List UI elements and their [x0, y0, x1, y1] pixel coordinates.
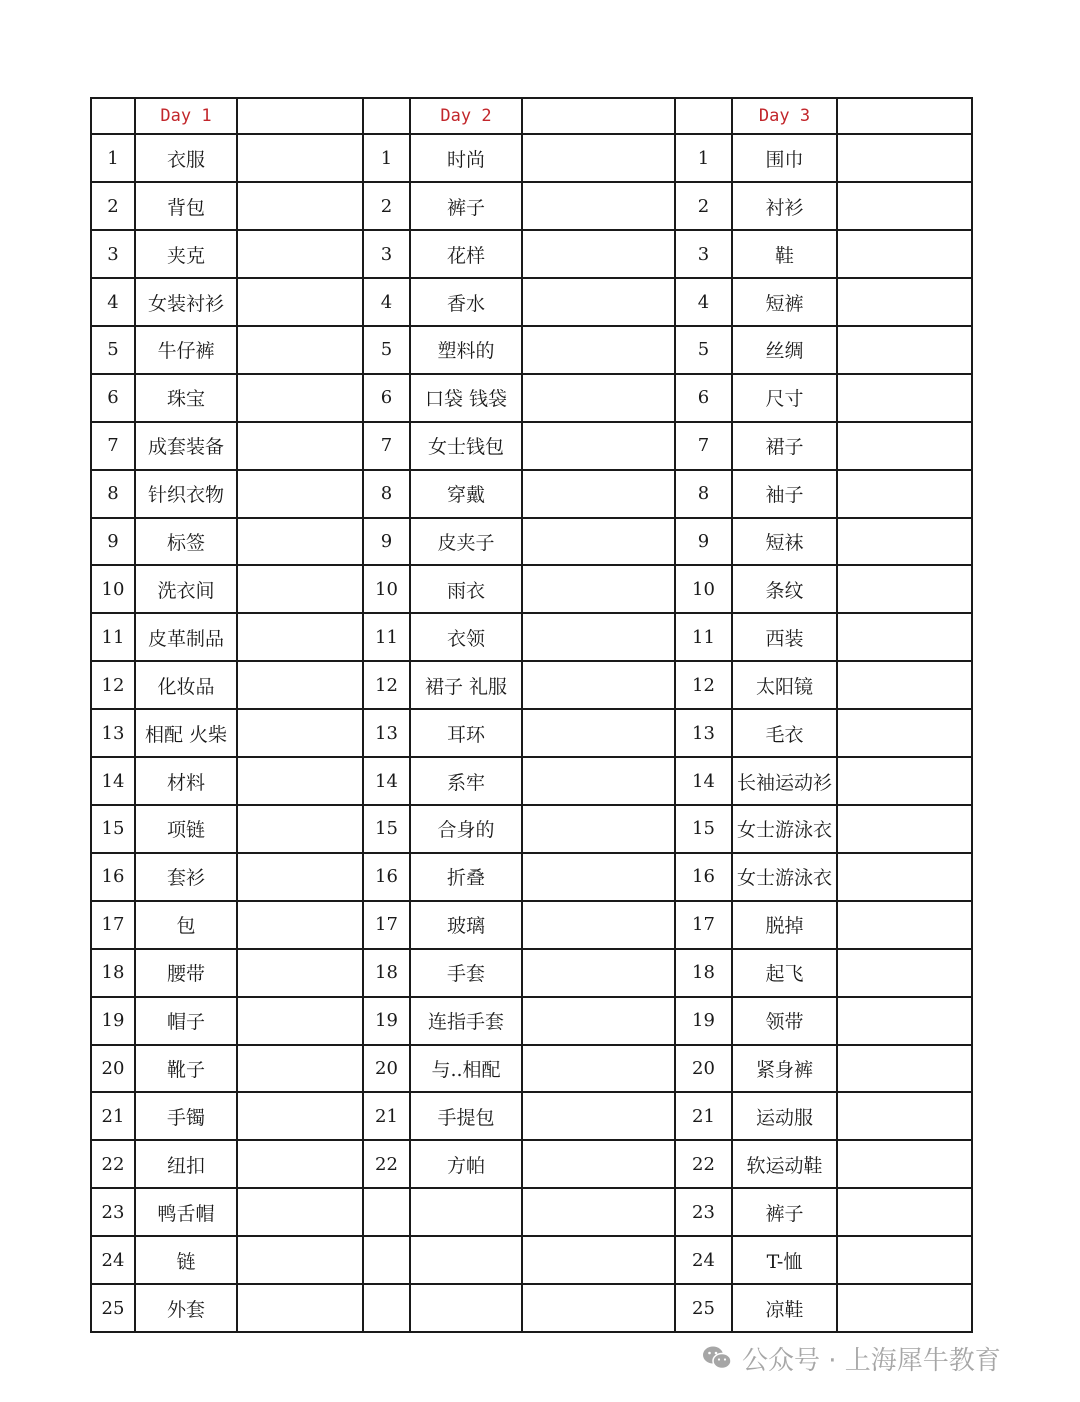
item-word: 短袜 — [732, 518, 837, 566]
item-number: 18 — [91, 949, 135, 997]
item-number: 3 — [363, 230, 410, 278]
item-number: 22 — [363, 1140, 410, 1188]
blank-cell — [237, 1092, 363, 1140]
item-number: 24 — [91, 1236, 135, 1284]
item-word: 连指手套 — [410, 997, 522, 1045]
item-number: 7 — [675, 422, 732, 470]
item-number: 21 — [91, 1092, 135, 1140]
blank-cell — [237, 278, 363, 326]
blank-cell — [522, 374, 675, 422]
blank-cell — [237, 997, 363, 1045]
blank-cell — [237, 565, 363, 613]
blank-cell — [837, 805, 972, 853]
item-number: 16 — [363, 853, 410, 901]
table-row — [91, 1188, 972, 1236]
blank-cell — [522, 518, 675, 566]
item-number: 6 — [91, 374, 135, 422]
blank-cell — [837, 1140, 972, 1188]
blank-cell — [837, 374, 972, 422]
item-number: 1 — [363, 134, 410, 182]
item-word: 领带 — [732, 997, 837, 1045]
item-word: 紧身裤 — [732, 1045, 837, 1093]
table-row — [91, 757, 972, 805]
blank-cell — [522, 422, 675, 470]
blank-cell — [522, 1284, 675, 1332]
day-header: Day 3 — [732, 98, 837, 134]
item-word: 脱掉 — [732, 901, 837, 949]
item-word: 材料 — [135, 757, 237, 805]
day-header: Day 2 — [410, 98, 522, 134]
blank-cell — [837, 470, 972, 518]
item-number: 8 — [363, 470, 410, 518]
item-word: 袖子 — [732, 470, 837, 518]
blank-cell — [522, 1045, 675, 1093]
item-word: 皮革制品 — [135, 613, 237, 661]
item-word: 运动服 — [732, 1092, 837, 1140]
table-row — [91, 949, 972, 997]
item-word: 口袋 钱袋 — [410, 374, 522, 422]
blank-cell — [237, 949, 363, 997]
item-number: 18 — [363, 949, 410, 997]
item-word: 外套 — [135, 1284, 237, 1332]
blank-cell — [837, 1188, 972, 1236]
header-spacer-cell — [675, 98, 732, 134]
item-word — [410, 1236, 522, 1284]
blank-cell — [837, 230, 972, 278]
blank-cell — [522, 613, 675, 661]
blank-cell — [237, 1140, 363, 1188]
table-row — [91, 997, 972, 1045]
item-number: 4 — [363, 278, 410, 326]
item-word: 裙子 礼服 — [410, 661, 522, 709]
item-number: 6 — [363, 374, 410, 422]
blank-cell — [237, 805, 363, 853]
item-word: 玻璃 — [410, 901, 522, 949]
blank-cell — [837, 757, 972, 805]
blank-cell — [837, 709, 972, 757]
day-header: Day 1 — [135, 98, 237, 134]
blank-cell — [237, 134, 363, 182]
item-word: 鞋 — [732, 230, 837, 278]
table-row — [91, 1045, 972, 1093]
item-word: 耳环 — [410, 709, 522, 757]
table-row — [91, 182, 972, 230]
blank-cell — [522, 278, 675, 326]
blank-cell — [837, 518, 972, 566]
item-word: 女士游泳衣 — [732, 805, 837, 853]
item-number: 15 — [675, 805, 732, 853]
item-number: 16 — [91, 853, 135, 901]
item-number: 20 — [91, 1045, 135, 1093]
blank-cell — [237, 422, 363, 470]
table-row — [91, 518, 972, 566]
item-number: 15 — [363, 805, 410, 853]
table-row — [91, 709, 972, 757]
item-number: 2 — [363, 182, 410, 230]
blank-cell — [522, 709, 675, 757]
item-number: 6 — [675, 374, 732, 422]
watermark — [702, 1340, 1001, 1376]
blank-cell — [522, 1092, 675, 1140]
vocab-table — [90, 97, 973, 1333]
item-word: 鸭舌帽 — [135, 1188, 237, 1236]
blank-cell — [237, 1284, 363, 1332]
blank-cell — [837, 1284, 972, 1332]
table-row — [91, 1140, 972, 1188]
blank-cell — [522, 997, 675, 1045]
blank-cell — [837, 1236, 972, 1284]
watermark-text: 公众号 · 上海犀牛教育 — [742, 1345, 1001, 1376]
item-word: 手镯 — [135, 1092, 237, 1140]
table-row — [91, 470, 972, 518]
blank-cell — [837, 1092, 972, 1140]
table-row — [91, 278, 972, 326]
blank-cell — [237, 518, 363, 566]
item-word: 包 — [135, 901, 237, 949]
item-word: 时尚 — [410, 134, 522, 182]
table-row — [91, 901, 972, 949]
table-row — [91, 1092, 972, 1140]
item-word: 条纹 — [732, 565, 837, 613]
blank-cell — [237, 470, 363, 518]
item-number: 5 — [363, 326, 410, 374]
item-number: 22 — [91, 1140, 135, 1188]
blank-cell — [237, 374, 363, 422]
table-row — [91, 565, 972, 613]
item-number: 11 — [91, 613, 135, 661]
item-word: 香水 — [410, 278, 522, 326]
blank-cell — [837, 901, 972, 949]
item-word: 与..相配 — [410, 1045, 522, 1093]
item-word: 裤子 — [732, 1188, 837, 1236]
table-row — [91, 1284, 972, 1332]
item-number: 19 — [91, 997, 135, 1045]
item-word: 女士游泳衣 — [732, 853, 837, 901]
item-number — [363, 1284, 410, 1332]
blank-cell — [237, 1045, 363, 1093]
blank-cell — [522, 230, 675, 278]
blank-cell — [522, 1236, 675, 1284]
item-word: 标签 — [135, 518, 237, 566]
item-number: 25 — [675, 1284, 732, 1332]
blank-cell — [837, 565, 972, 613]
blank-cell — [522, 470, 675, 518]
header-spacer-cell — [363, 98, 410, 134]
item-word: 项链 — [135, 805, 237, 853]
item-word: 牛仔裤 — [135, 326, 237, 374]
table-row — [91, 853, 972, 901]
item-number: 17 — [363, 901, 410, 949]
blank-cell — [522, 1140, 675, 1188]
blank-cell — [237, 230, 363, 278]
blank-cell — [522, 134, 675, 182]
item-number: 20 — [675, 1045, 732, 1093]
blank-cell — [522, 565, 675, 613]
item-word: 裤子 — [410, 182, 522, 230]
item-word: 珠宝 — [135, 374, 237, 422]
blank-cell — [522, 757, 675, 805]
blank-cell — [237, 853, 363, 901]
blank-cell — [522, 182, 675, 230]
table-row — [91, 661, 972, 709]
item-word: 穿戴 — [410, 470, 522, 518]
item-word: 折叠 — [410, 853, 522, 901]
blank-cell — [837, 98, 972, 134]
blank-cell — [837, 613, 972, 661]
item-word: 裙子 — [732, 422, 837, 470]
blank-cell — [237, 757, 363, 805]
item-word: 合身的 — [410, 805, 522, 853]
blank-cell — [837, 853, 972, 901]
blank-cell — [837, 1045, 972, 1093]
item-number: 3 — [91, 230, 135, 278]
table-row — [91, 230, 972, 278]
item-number: 1 — [675, 134, 732, 182]
item-word — [410, 1284, 522, 1332]
blank-cell — [522, 98, 675, 134]
item-word: 背包 — [135, 182, 237, 230]
blank-cell — [522, 326, 675, 374]
blank-cell — [237, 901, 363, 949]
item-word: 帽子 — [135, 997, 237, 1045]
item-number: 14 — [91, 757, 135, 805]
item-word: 皮夹子 — [410, 518, 522, 566]
item-number: 8 — [675, 470, 732, 518]
item-number: 19 — [675, 997, 732, 1045]
blank-cell — [237, 1188, 363, 1236]
blank-cell — [837, 326, 972, 374]
item-number: 25 — [91, 1284, 135, 1332]
item-number — [363, 1236, 410, 1284]
item-number: 13 — [675, 709, 732, 757]
item-word: 尺寸 — [732, 374, 837, 422]
item-word: 相配 火柴 — [135, 709, 237, 757]
item-number: 2 — [675, 182, 732, 230]
table-row — [91, 326, 972, 374]
item-number: 5 — [91, 326, 135, 374]
item-number: 21 — [363, 1092, 410, 1140]
item-word: 纽扣 — [135, 1140, 237, 1188]
item-word: 手套 — [410, 949, 522, 997]
item-number: 11 — [363, 613, 410, 661]
table-row — [91, 374, 972, 422]
item-number: 24 — [675, 1236, 732, 1284]
item-number: 11 — [675, 613, 732, 661]
blank-cell — [522, 661, 675, 709]
item-number: 17 — [675, 901, 732, 949]
item-word: 衣服 — [135, 134, 237, 182]
item-number: 12 — [675, 661, 732, 709]
item-number: 14 — [675, 757, 732, 805]
item-number: 21 — [675, 1092, 732, 1140]
blank-cell — [237, 98, 363, 134]
blank-cell — [837, 182, 972, 230]
table-row — [91, 613, 972, 661]
item-word: 系牢 — [410, 757, 522, 805]
blank-cell — [522, 901, 675, 949]
item-word: 女士钱包 — [410, 422, 522, 470]
item-word: 成套装备 — [135, 422, 237, 470]
item-word: 毛衣 — [732, 709, 837, 757]
blank-cell — [522, 1188, 675, 1236]
item-word: 西装 — [732, 613, 837, 661]
item-number: 10 — [675, 565, 732, 613]
item-word: 腰带 — [135, 949, 237, 997]
item-number: 3 — [675, 230, 732, 278]
wechat-icon — [702, 1345, 732, 1371]
item-number: 5 — [675, 326, 732, 374]
blank-cell — [837, 134, 972, 182]
item-number: 8 — [91, 470, 135, 518]
item-word: 太阳镜 — [732, 661, 837, 709]
item-word: 衬衫 — [732, 182, 837, 230]
item-number: 16 — [675, 853, 732, 901]
item-number: 23 — [91, 1188, 135, 1236]
item-number: 9 — [363, 518, 410, 566]
blank-cell — [237, 1236, 363, 1284]
blank-cell — [237, 709, 363, 757]
table-row — [91, 805, 972, 853]
blank-cell — [522, 949, 675, 997]
item-number: 13 — [363, 709, 410, 757]
item-word: 链 — [135, 1236, 237, 1284]
blank-cell — [837, 422, 972, 470]
item-number: 10 — [91, 565, 135, 613]
blank-cell — [522, 805, 675, 853]
item-number: 10 — [363, 565, 410, 613]
item-number: 9 — [91, 518, 135, 566]
item-number: 23 — [675, 1188, 732, 1236]
item-word: 短裤 — [732, 278, 837, 326]
item-number: 12 — [363, 661, 410, 709]
header-row — [91, 98, 972, 134]
blank-cell — [237, 661, 363, 709]
item-number: 13 — [91, 709, 135, 757]
item-word: 软运动鞋 — [732, 1140, 837, 1188]
item-number: 1 — [91, 134, 135, 182]
item-number: 7 — [91, 422, 135, 470]
item-number: 2 — [91, 182, 135, 230]
item-word: 洗衣间 — [135, 565, 237, 613]
item-number — [363, 1188, 410, 1236]
item-word: 夹克 — [135, 230, 237, 278]
item-word: 女装衬衫 — [135, 278, 237, 326]
item-number: 19 — [363, 997, 410, 1045]
item-number: 12 — [91, 661, 135, 709]
item-word: 手提包 — [410, 1092, 522, 1140]
blank-cell — [837, 997, 972, 1045]
item-number: 17 — [91, 901, 135, 949]
item-word: 衣领 — [410, 613, 522, 661]
item-word: 方帕 — [410, 1140, 522, 1188]
item-word: T-恤 — [732, 1236, 837, 1284]
item-number: 9 — [675, 518, 732, 566]
table-row — [91, 422, 972, 470]
blank-cell — [237, 182, 363, 230]
blank-cell — [237, 613, 363, 661]
item-word: 套衫 — [135, 853, 237, 901]
blank-cell — [837, 949, 972, 997]
item-word — [410, 1188, 522, 1236]
item-number: 4 — [675, 278, 732, 326]
item-number: 14 — [363, 757, 410, 805]
item-word: 起飞 — [732, 949, 837, 997]
table-row — [91, 1236, 972, 1284]
item-word: 靴子 — [135, 1045, 237, 1093]
item-word: 丝绸 — [732, 326, 837, 374]
item-number: 15 — [91, 805, 135, 853]
item-number: 22 — [675, 1140, 732, 1188]
item-word: 塑料的 — [410, 326, 522, 374]
item-number: 4 — [91, 278, 135, 326]
item-word: 针织衣物 — [135, 470, 237, 518]
item-word: 化妆品 — [135, 661, 237, 709]
item-word: 围巾 — [732, 134, 837, 182]
header-spacer-cell — [91, 98, 135, 134]
table-row — [91, 134, 972, 182]
item-word: 花样 — [410, 230, 522, 278]
blank-cell — [837, 278, 972, 326]
item-word: 长袖运动衫 — [732, 757, 837, 805]
item-number: 7 — [363, 422, 410, 470]
blank-cell — [237, 326, 363, 374]
item-number: 20 — [363, 1045, 410, 1093]
item-number: 18 — [675, 949, 732, 997]
item-word: 雨衣 — [410, 565, 522, 613]
item-word: 凉鞋 — [732, 1284, 837, 1332]
blank-cell — [837, 661, 972, 709]
blank-cell — [522, 853, 675, 901]
